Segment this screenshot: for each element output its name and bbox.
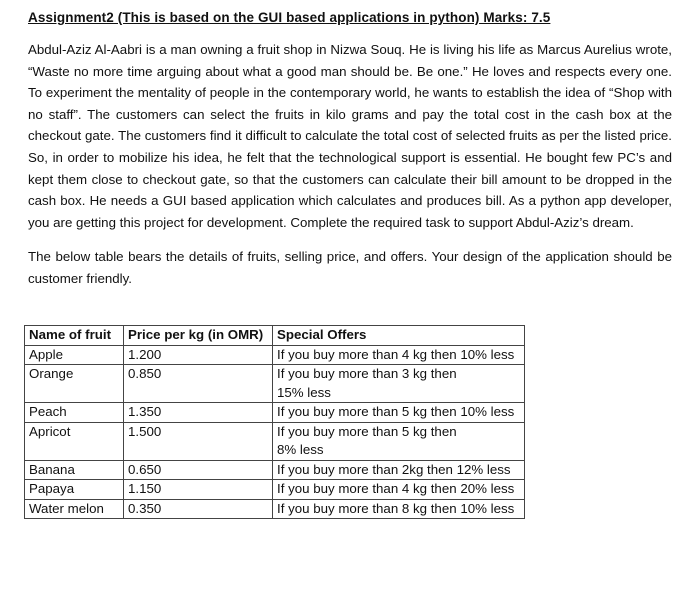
price-cell: 1.500 — [124, 422, 273, 460]
fruit-name-cell: Apricot — [25, 422, 124, 460]
intro-paragraph: Abdul-Aziz Al-Aabri is a man owning a fruit shop in Nizwa Souq. He is living his life as Marcus Aurelius wrote, “Waste no more time arguing about what a good man should be. Be one.” He loves and respects every one. To experiment the mentality of people in the contemporary world, he wants to establish the idea of “Shop with no staff”. The customers can select the fruits in kilo grams and pay the total cost in the cash box at the checkout gate. The customers find it difficult to calculate the total cost of selected fruits as per the listed price. So, in order to mobilize his idea, he felt that the technological support is essential. He bought few PC’s and kept them close to checkout gate, so that the customers can calculate their bill amount to be dropped in the cash box. He needs a GUI based application which calculates and produces bill. As a python app developer, you are getting this project for development. Complete the required task to support Abdul-Aziz’s dream. — [28, 42, 672, 230]
offer-text: If you buy more than 4 kg then 20% less — [277, 481, 515, 496]
table-row — [25, 403, 525, 423]
offer-cell — [273, 345, 525, 365]
header-special-offers: Special Offers — [273, 326, 525, 346]
table-row — [25, 499, 525, 519]
offer-cell — [273, 460, 525, 480]
price-cell: 1.350 — [124, 403, 273, 423]
table-row — [25, 422, 525, 460]
fruit-name-cell: Apple — [25, 345, 124, 365]
offer-cell — [273, 365, 525, 403]
table-intro-paragraph: The below table bears the details of fruits, selling price, and offers. Your design of the application should be customer friendly. — [28, 249, 672, 286]
offer-text: If you buy more than 8 kg then 10% less — [277, 500, 515, 516]
fruit-name-cell: Water melon — [25, 499, 124, 519]
fruit-price-table — [24, 325, 525, 519]
table-row — [25, 365, 525, 403]
price-cell: 1.200 — [124, 345, 273, 365]
offer-text: If you buy more than 3 kg then — [277, 366, 457, 381]
offer-text: If you buy more than 4 kg then 10% less — [277, 346, 515, 362]
offer-cell — [273, 499, 525, 519]
fruit-name-cell: Peach — [25, 403, 124, 423]
offer-cell — [273, 480, 525, 500]
header-fruit-name: Name of fruit — [25, 326, 124, 346]
offer-text: If you buy more than 5 kg then — [277, 423, 457, 439]
table-row — [25, 480, 525, 500]
price-cell: 0.850 — [124, 365, 273, 403]
offer-text-continued: 15% less — [277, 384, 331, 400]
assignment-heading: Assignment2 (This is based on the GUI based applications in python) Marks: 7.5 — [28, 10, 551, 25]
table-row — [25, 345, 525, 365]
document-body — [28, 10, 672, 303]
price-cell: 0.650 — [124, 460, 273, 480]
table-header-row — [25, 326, 525, 346]
price-cell: 1.150 — [124, 480, 273, 500]
table-row — [25, 460, 525, 480]
offer-cell — [273, 422, 525, 460]
offer-cell — [273, 403, 525, 423]
fruit-name-cell: Banana — [25, 460, 124, 480]
offer-text: If you buy more than 2kg then 12% less — [277, 461, 511, 477]
fruit-name-cell: Papaya — [25, 480, 124, 500]
offer-text-continued: 8% less — [277, 442, 324, 457]
offer-text: If you buy more than 5 kg then 10% less — [277, 404, 515, 419]
header-price: Price per kg (in OMR) — [124, 326, 273, 346]
price-cell: 0.350 — [124, 499, 273, 519]
fruit-name-cell: Orange — [25, 365, 124, 403]
